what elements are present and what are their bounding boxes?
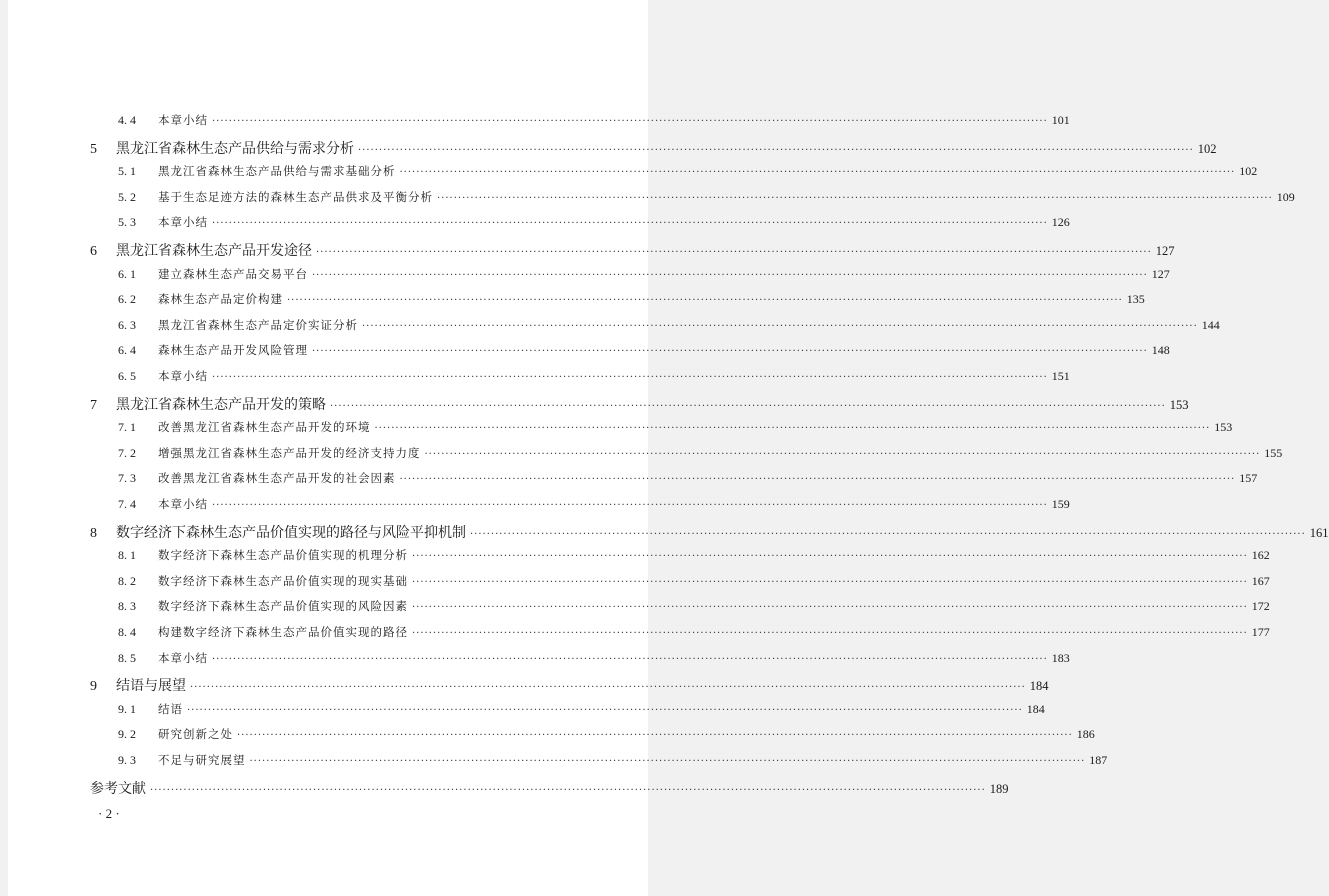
toc-entry-number: 9. 3 (118, 753, 136, 767)
toc-entry-title: 黑龙江省森林生态产品开发途径 (116, 243, 312, 259)
toc-section-entry (118, 573, 1270, 589)
toc-section-entry (118, 342, 1170, 358)
toc-section-entry (118, 701, 1045, 717)
toc-entry-title: 黑龙江省森林生态产品定价实证分析 (158, 317, 358, 332)
toc-leader-dots: ········································································································································································································ (358, 144, 1194, 156)
toc-entry-number: 6. 4 (118, 343, 136, 358)
toc-entry-page: 183 (1051, 650, 1070, 665)
toc-leader-dots: ········································································································································································································ (212, 653, 1048, 665)
toc-entry-page: 135 (1126, 292, 1145, 307)
toc-leader-dots: ········································································································································································································ (399, 167, 1236, 179)
toc-leader-dots: ········································································································································································································ (212, 218, 1048, 230)
toc-section-entry (118, 291, 1145, 307)
toc-leader-dots: ········································································································································································································ (362, 320, 1198, 332)
toc-entry-page: 177 (1251, 625, 1270, 639)
toc-entry-title: 改善黑龙江省森林生态产品开发的社会因素 (158, 471, 396, 486)
toc-entry-title: 建立森林生态产品交易平台 (158, 266, 308, 281)
toc-entry-title: 森林生态产品开发风险管理 (158, 343, 308, 358)
toc-leader-dots: ········································································································································································································ (412, 602, 1248, 614)
toc-leader-dots: ········································································································································································································ (287, 295, 1123, 307)
toc-entry-number: 5. 3 (118, 215, 136, 230)
toc-entry-title: 黑龙江省森林生态产品供给与需求分析 (116, 140, 354, 157)
toc-entry-number: 7. 3 (118, 471, 136, 486)
toc-chapter-entry (90, 394, 1189, 414)
toc-entry-title: 黑龙江省森林生态产品开发的策略 (116, 396, 326, 413)
toc-section-entry (118, 368, 1070, 384)
toc-entry-title: 构建数字经济下森林生态产品价值实现的路径 (158, 625, 408, 639)
toc-entry-number: 8. 3 (118, 599, 136, 614)
toc-entry-title: 本章小结 (158, 369, 208, 383)
toc-leader-dots: ········································································································································································································ (187, 704, 1023, 716)
toc-leader-dots: ········································································································································································································ (249, 756, 1086, 767)
toc-entry-title: 数字经济下森林生态产品价值实现的现实基础 (158, 573, 408, 588)
toc-entry-page: 189 (989, 781, 1009, 796)
toc-section-entry (118, 752, 1108, 768)
toc-entry-title: 森林生态产品定价构建 (158, 292, 283, 307)
toc-entry-page: 102 (1197, 141, 1217, 156)
toc-leader-dots: ········································································································································································································ (212, 372, 1048, 383)
toc-entry-page: 126 (1051, 215, 1070, 230)
toc-entry-title: 不足与研究展望 (158, 753, 246, 767)
toc-entry-number: 7. 2 (118, 445, 136, 460)
toc-leader-dots: ········································································································································································································ (316, 247, 1152, 258)
toc-entry-page: 187 (1089, 753, 1108, 767)
toc-leader-dots: ········································································································································································································ (470, 528, 1306, 540)
toc-leader-dots: ········································································································································································································ (312, 346, 1148, 358)
toc-entry-page: 162 (1251, 548, 1270, 563)
toc-entry-title: 改善黑龙江省森林生态产品开发的环境 (158, 420, 371, 435)
toc-entry-page: 184 (1029, 679, 1049, 694)
toc-leader-dots: ········································································································································································································ (412, 576, 1248, 588)
toc-leader-dots: ········································································································································································································ (412, 628, 1248, 639)
toc-section-entry (118, 470, 1258, 486)
toc-section-entry (118, 163, 1258, 179)
toc-leader-dots: ········································································································································································································ (312, 269, 1148, 281)
toc-chapter-entry (90, 675, 1049, 695)
toc-entry-number: 8. 5 (118, 650, 136, 665)
toc-section-entry (118, 189, 1295, 205)
toc-entry-page: 153 (1214, 420, 1233, 435)
toc-entry-page: 151 (1051, 369, 1070, 383)
toc-entry-title: 结语与展望 (116, 678, 186, 695)
toc-entry-number: 8 (90, 525, 97, 541)
toc-section-entry (118, 547, 1270, 563)
toc-entry-page: 167 (1251, 573, 1270, 588)
toc-leader-dots: ········································································································································································································ (212, 500, 1048, 511)
toc-leader-dots: ········································································································································································································ (424, 448, 1261, 460)
toc-entry-number: 6. 2 (118, 292, 136, 307)
toc-entry-title: 基于生态足迹方法的森林生态产品供求及平衡分析 (158, 189, 433, 204)
page-number: · 2 · (98, 806, 120, 821)
toc-entry-page: 172 (1251, 599, 1270, 614)
toc-section-entry (118, 214, 1070, 230)
toc-entry-number: 6. 3 (118, 317, 136, 332)
toc-entry-number: 7 (90, 397, 97, 413)
toc-references-entry (90, 778, 1009, 798)
toc-leader-dots: ········································································································································································································ (150, 784, 986, 796)
toc-section-entry (118, 419, 1233, 435)
toc-entry-page: 101 (1051, 113, 1070, 127)
toc-entry-title: 数字经济下森林生态产品价值实现的路径与风险平抑机制 (116, 524, 466, 541)
toc-entry-number: 6. 5 (118, 369, 136, 383)
toc-entry-page: 184 (1026, 701, 1045, 716)
toc-entry-page: 144 (1201, 317, 1220, 332)
toc-entry-title: 本章小结 (158, 215, 208, 230)
toc-entry-title: 数字经济下森林生态产品价值实现的机理分析 (158, 548, 408, 563)
toc-entry-page: 109 (1276, 189, 1295, 204)
toc-leader-dots: ········································································································································································································ (330, 400, 1166, 412)
toc-section-entry (118, 624, 1270, 640)
toc-entry-page: 102 (1239, 164, 1258, 179)
toc-entry-title: 参考文献 (90, 780, 146, 797)
toc-entry-title: 本章小结 (158, 650, 208, 665)
toc-entry-page: 161 (1309, 525, 1329, 540)
toc-leader-dots: ········································································································································································································ (237, 730, 1073, 742)
toc-entry-page: 127 (1155, 244, 1175, 258)
toc-entry-number: 6. 1 (118, 266, 136, 281)
toc-page (8, 0, 1329, 896)
toc-leader-dots: ········································································································································································································ (190, 682, 1026, 694)
toc-leader-dots: ········································································································································································································ (437, 192, 1273, 204)
toc-entry-page: 186 (1076, 727, 1095, 742)
toc-entry-title: 数字经济下森林生态产品价值实现的风险因素 (158, 599, 408, 614)
toc-entry-page: 127 (1151, 266, 1170, 281)
toc-entry-number: 9. 1 (118, 701, 136, 716)
toc-leader-dots: ········································································································································································································ (412, 551, 1248, 563)
toc-entry-title: 本章小结 (158, 497, 208, 511)
toc-entry-number: 8. 4 (118, 625, 136, 639)
toc-entry-number: 5. 1 (118, 164, 136, 179)
toc-entry-number: 6 (90, 244, 97, 259)
toc-section-entry (118, 317, 1220, 333)
toc-entry-number: 5 (90, 141, 97, 157)
toc-entry-title: 本章小结 (158, 113, 208, 127)
toc-entry-number: 4. 4 (118, 113, 136, 127)
toc-entry-title: 增强黑龙江省森林生态产品开发的经济支持力度 (158, 445, 421, 460)
toc-entry-page: 153 (1169, 397, 1189, 412)
toc-section-entry (118, 726, 1095, 742)
toc-section-entry (118, 445, 1283, 461)
toc-section-entry (118, 496, 1070, 512)
toc-entry-title: 结语 (158, 701, 183, 716)
toc-section-entry (118, 112, 1070, 128)
toc-section-entry (118, 266, 1170, 282)
toc-entry-number: 5. 2 (118, 189, 136, 204)
toc-chapter-entry (90, 522, 1329, 542)
toc-chapter-entry (90, 240, 1175, 260)
toc-entry-page: 155 (1264, 445, 1283, 460)
toc-leader-dots: ········································································································································································································ (399, 474, 1236, 486)
toc-entry-number: 7. 4 (118, 497, 136, 511)
toc-entry-title: 研究创新之处 (158, 727, 233, 742)
toc-entry-number: 7. 1 (118, 420, 136, 435)
toc-section-entry (118, 650, 1070, 666)
toc-entry-number: 9 (90, 679, 97, 695)
toc-entry-number: 8. 2 (118, 573, 136, 588)
toc-leader-dots: ········································································································································································································ (374, 423, 1211, 435)
toc-entry-number: 8. 1 (118, 548, 136, 563)
toc-entry-page: 159 (1051, 497, 1070, 511)
toc-chapter-entry (90, 138, 1217, 158)
toc-entry-page: 148 (1151, 343, 1170, 358)
toc-leader-dots: ········································································································································································································ (212, 116, 1048, 127)
toc-section-entry (118, 598, 1270, 614)
toc-entry-title: 黑龙江省森林生态产品供给与需求基础分析 (158, 164, 396, 179)
toc-entry-page: 157 (1239, 471, 1258, 486)
toc-entry-number: 9. 2 (118, 727, 136, 742)
